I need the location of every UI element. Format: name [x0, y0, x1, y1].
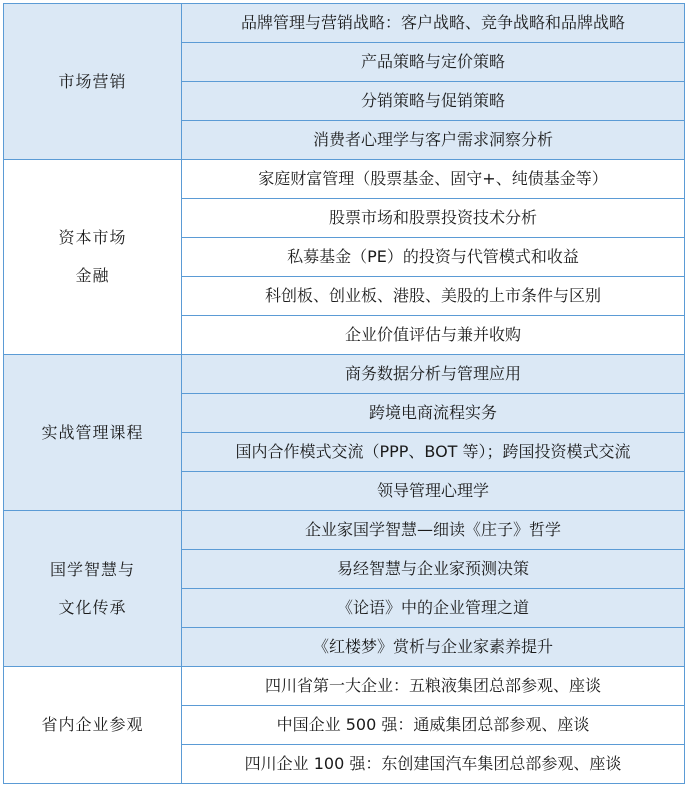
course-cell: 国内合作模式交流（PPP、BOT 等）；跨国投资模式交流	[182, 433, 685, 472]
table-row	[4, 511, 685, 550]
course-cell: 品牌管理与营销战略：客户战略、竞争战略和品牌战略	[182, 4, 685, 43]
category-cell	[4, 511, 182, 667]
course-cell: 四川省第一大企业：五粮液集团总部参观、座谈	[182, 667, 685, 706]
category-label: 市场营销	[58, 71, 127, 91]
category-label: 国学智慧与	[49, 559, 135, 579]
category-label: 金融	[75, 266, 110, 285]
course-cell: 《论语》中的企业管理之道	[182, 589, 685, 628]
course-cell: 《红楼梦》赏析与企业家素养提升	[182, 628, 685, 667]
course-cell: 股票市场和股票投资技术分析	[182, 199, 685, 238]
table-row	[4, 355, 685, 394]
course-cell: 四川企业 100 强：东创建国汽车集团总部参观、座谈	[182, 745, 685, 784]
table-body	[4, 4, 685, 784]
course-cell: 中国企业 500 强：通威集团总部参观、座谈	[182, 706, 685, 745]
course-cell: 企业家国学智慧—细读《庄子》哲学	[182, 511, 685, 550]
category-label: 文化传承	[58, 597, 127, 617]
category-cell	[4, 355, 182, 511]
course-cell: 易经智慧与企业家预测决策	[182, 550, 685, 589]
course-cell: 企业价值评估与兼并收购	[182, 316, 685, 355]
curriculum-table	[3, 3, 685, 784]
category-cell	[4, 4, 182, 160]
category-label: 实战管理课程	[41, 422, 144, 442]
table-row	[4, 4, 685, 43]
table-row	[4, 160, 685, 199]
category-cell	[4, 160, 182, 355]
category-label: 省内企业参观	[41, 715, 144, 734]
course-cell: 家庭财富管理（股票基金、固守+、纯债基金等）	[182, 160, 685, 199]
course-cell: 消费者心理学与客户需求洞察分析	[182, 121, 685, 160]
course-cell: 分销策略与促销策略	[182, 82, 685, 121]
course-cell: 科创板、创业板、港股、美股的上市条件与区别	[182, 277, 685, 316]
course-cell: 领导管理心理学	[182, 472, 685, 511]
table-row	[4, 667, 685, 706]
course-cell: 产品策略与定价策略	[182, 43, 685, 82]
course-cell: 商务数据分析与管理应用	[182, 355, 685, 394]
category-label: 资本市场	[58, 228, 127, 247]
category-cell	[4, 667, 182, 784]
course-cell: 跨境电商流程实务	[182, 394, 685, 433]
course-cell: 私募基金（PE）的投资与代管模式和收益	[182, 238, 685, 277]
